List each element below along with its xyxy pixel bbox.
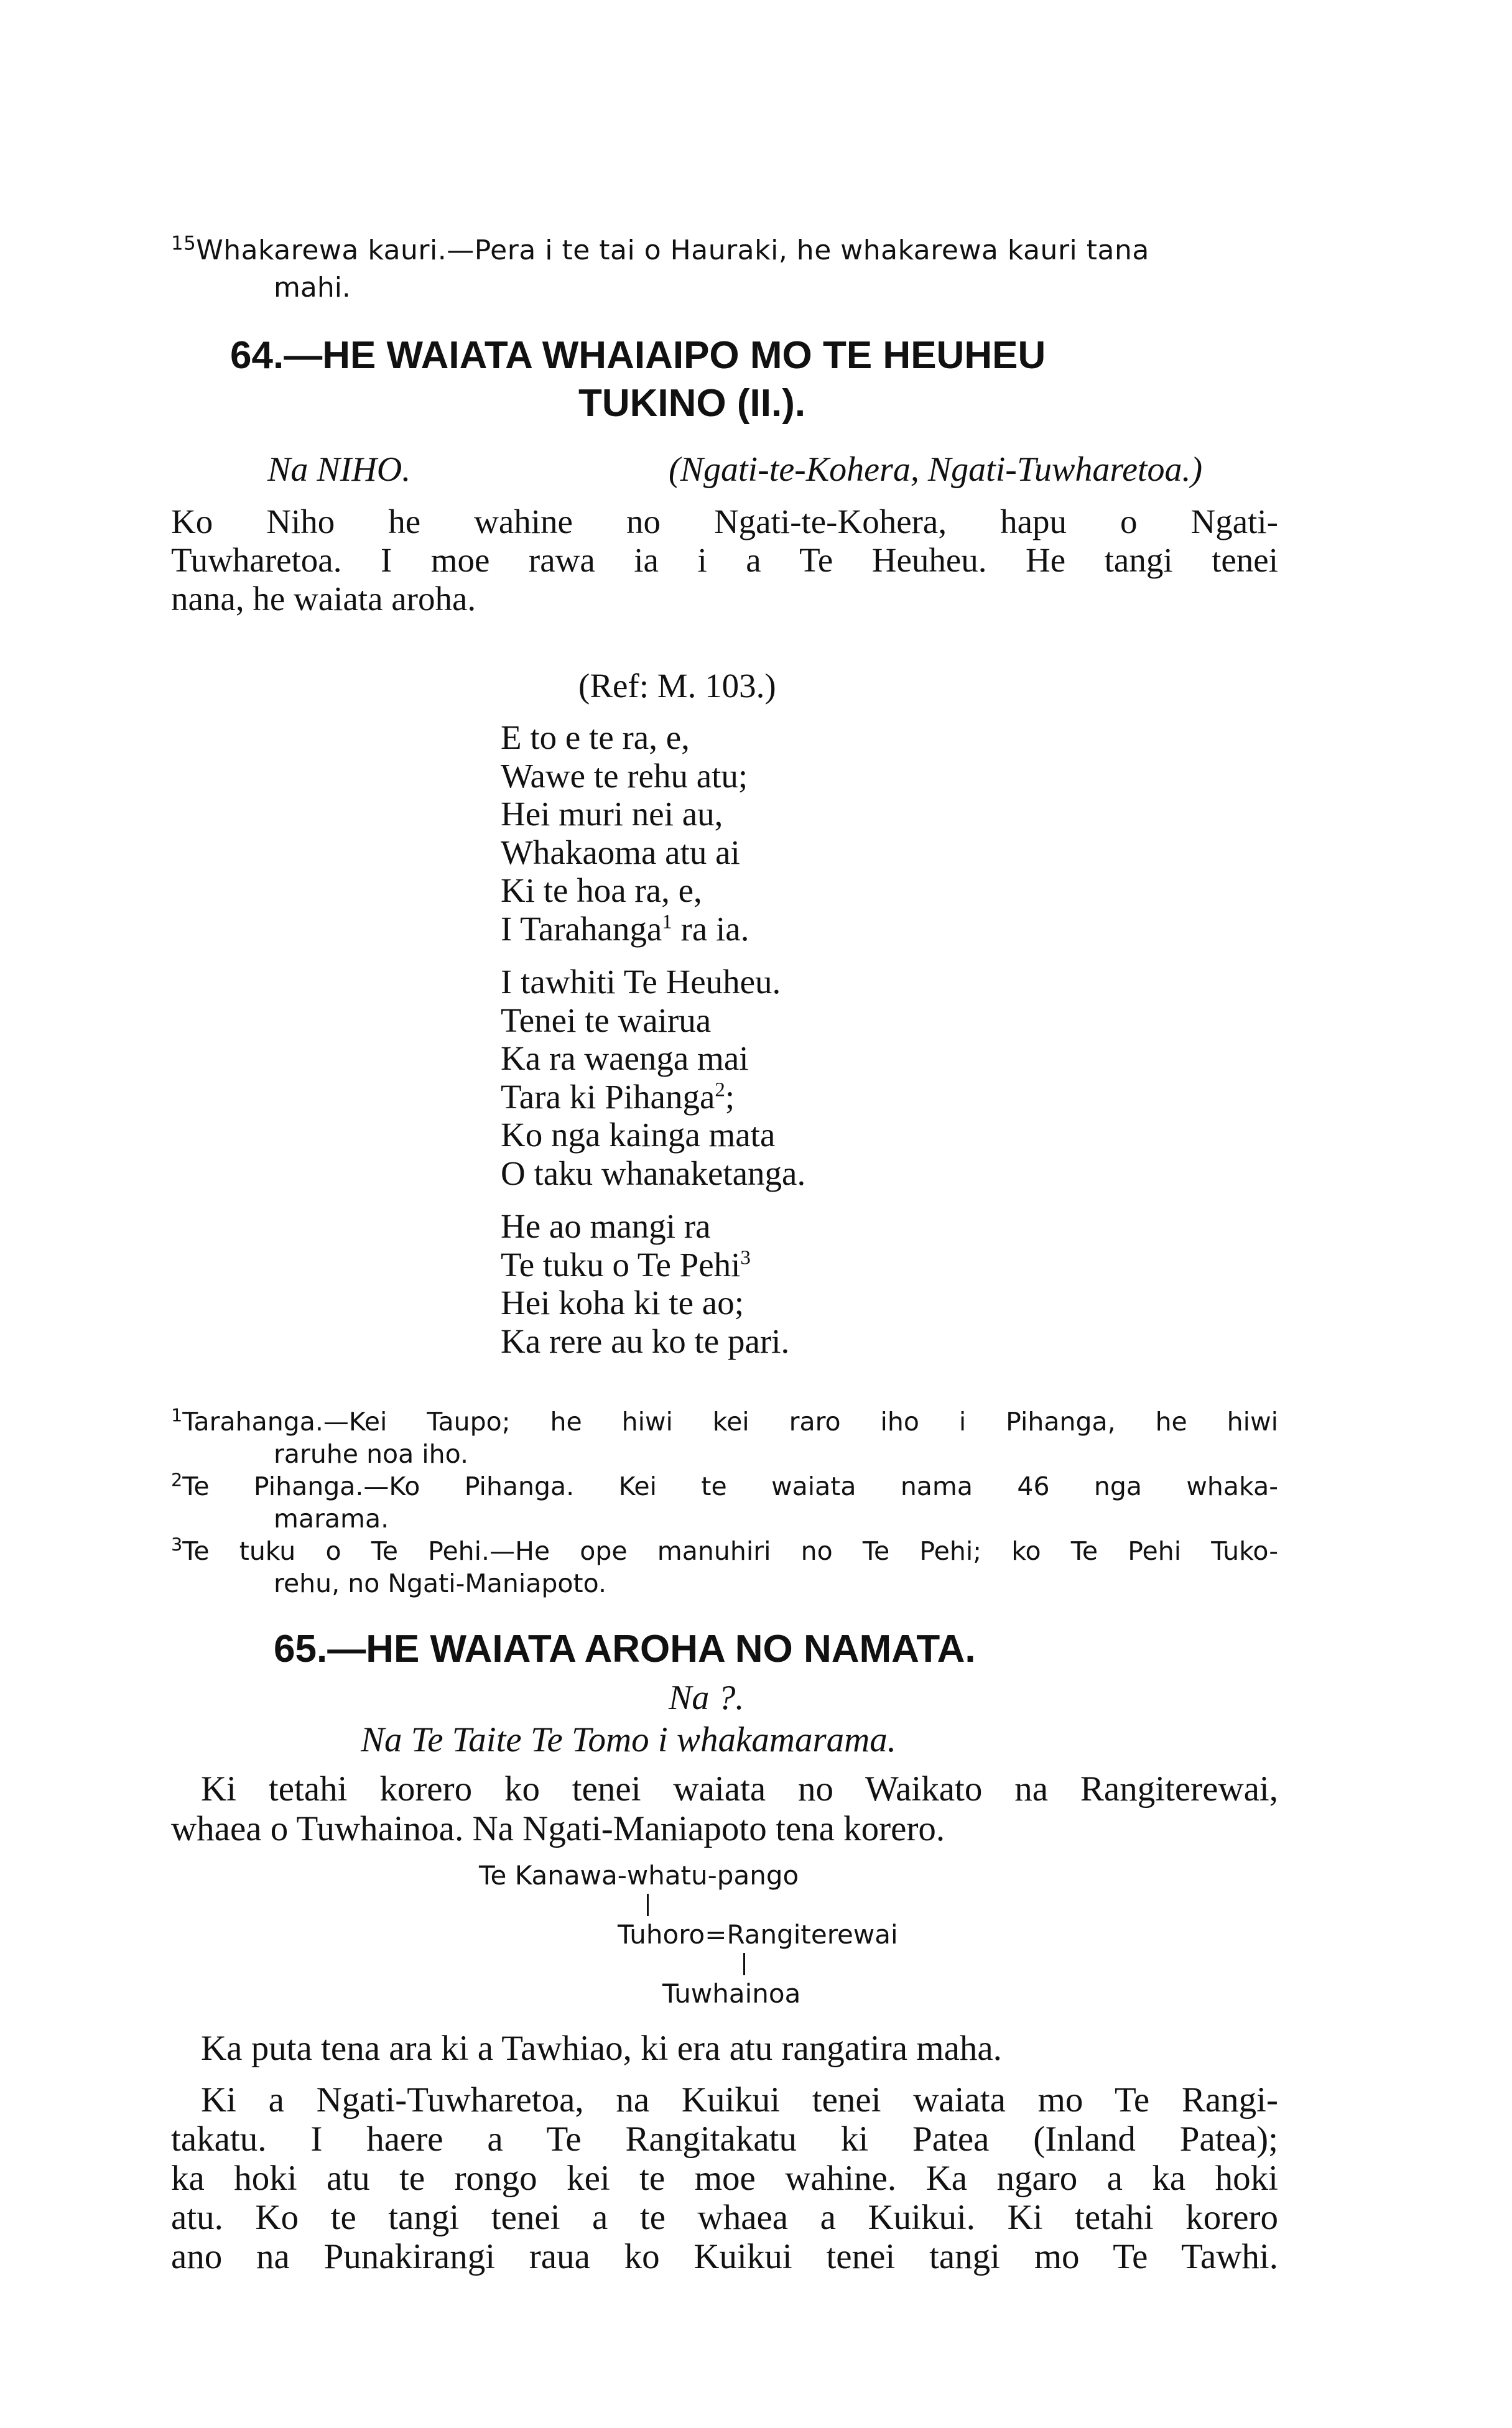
- footnote: [171, 1470, 1278, 1535]
- poem-line: I tawhiti Te Heuheu.: [501, 963, 781, 1001]
- poem-line: [501, 910, 805, 948]
- footnote-line: [171, 1470, 1278, 1503]
- song64-intro: [171, 503, 1278, 618]
- poem-64: [501, 718, 805, 1360]
- poem-line-text: I Tarahanga: [501, 909, 662, 948]
- poem-line: He ao mangi ra: [501, 1207, 711, 1245]
- genealogy-top: Te Kanawa-whatu-pango: [479, 1860, 799, 1891]
- song64-author: Na NIHO.: [267, 450, 411, 489]
- song64-title-line1: 64.—HE WAIATA WHAIAIPO MO TE HEUHEU: [230, 334, 1046, 377]
- genealogy-bottom: Tuwhainoa: [662, 1978, 801, 2009]
- footnote-number: 1: [171, 1404, 183, 1426]
- poem-line: Ko nga kainga mata: [501, 1116, 776, 1154]
- poem-line: Hei muri nei au,: [501, 795, 723, 833]
- song65-para3-line: takatu. I haere a Te Rangitakatu ki Patea (Inland Patea);: [171, 2120, 1278, 2159]
- footnote: [171, 1535, 1278, 1600]
- poem-line: Ki te hoa ra, e,: [501, 871, 702, 909]
- footnote-line: marama.: [274, 1504, 389, 1534]
- footnote-line: [171, 1406, 1278, 1438]
- song64-intro-line: nana, he waiata aroha.: [171, 580, 476, 618]
- song64-intro-line: Ko Niho he wahine no Ngati-te-Kohera, hapu o Ngati-: [171, 503, 1278, 540]
- song65-para2: Ka puta tena ara ki a Tawhiao, ki era atu rangatira maha.: [201, 2029, 1002, 2068]
- song64-reference: (Ref: M. 103.): [578, 667, 776, 705]
- song64-intro-line: Tuwharetoa. I moe rawa ia i a Te Heuheu. He tangi tenei: [171, 541, 1278, 579]
- poem-line: Ka ra waenga mai: [501, 1039, 749, 1077]
- song64-title-line2: TUKINO (II.).: [578, 382, 806, 425]
- song64-tribes: (Ngati-te-Kohera, Ngati-Tuwharetoa.): [669, 450, 1203, 489]
- poem-line: E to e te ra, e,: [501, 718, 690, 756]
- song65-para3: [171, 2080, 1278, 2276]
- poem-line-text: ;: [725, 1077, 735, 1116]
- song65-editor: Na Te Taite Te Tomo i whakamarama.: [361, 1720, 897, 1759]
- footnote-marker: 1: [662, 910, 672, 934]
- footnote-line: raruhe noa iho.: [274, 1439, 469, 1469]
- song65-para3-line: ano na Punakirangi raua ko Kuikui tenei tangi mo Te Tawhi.: [171, 2237, 1278, 2276]
- poem-line-text: ra ia.: [672, 909, 749, 948]
- poem-line: [501, 1246, 805, 1284]
- footnote-line: rehu, no Ngati-Maniapoto.: [274, 1568, 606, 1598]
- genealogy-line-2: [743, 1953, 745, 1975]
- footnote-text: Te Pihanga.—Ko Pihanga. Kei te waiata nama 46 nga whaka-: [182, 1471, 1278, 1501]
- footnote-line: [171, 1535, 1278, 1567]
- poem-line-text: Te tuku o Te Pehi: [501, 1245, 741, 1284]
- poem-line: Ka rere au ko te pari.: [501, 1322, 790, 1360]
- footnote-number: 2: [171, 1469, 183, 1491]
- footnote-text: Tarahanga.—Kei Taupo; he hiwi kei raro iho i Pihanga, he hiwi: [182, 1407, 1278, 1437]
- song65-intro-line: Ki tetahi korero ko tenei waiata no Waikato na Rangiterewai,: [201, 1769, 1278, 1809]
- genealogy-line-1: [647, 1894, 649, 1916]
- poem-stanza-1: [501, 718, 805, 948]
- song65-intro-line: whaea o Tuwhainoa. Na Ngati-Maniapoto tena korero.: [171, 1809, 945, 1848]
- song65-intro: [171, 1769, 1278, 1849]
- poem-line: Tenei te wairua: [501, 1001, 712, 1039]
- poem-line: O taku whanaketanga.: [501, 1154, 806, 1192]
- footnote: [171, 1406, 1278, 1470]
- footnotes-64: [171, 1406, 1278, 1600]
- poem-line: Wawe te rehu atu;: [501, 756, 748, 795]
- top-footnote: [171, 233, 1149, 268]
- song65-title: 65.—HE WAIATA AROHA NO NAMATA.: [274, 1628, 976, 1670]
- top-footnote-line1: Whakarewa kauri.—Pera i te tai o Hauraki, he whakarewa kauri tana: [196, 234, 1149, 266]
- song65-para3-line: atu. Ko te tangi tenei a te whaea a Kuikui. Ki tetahi korero: [171, 2198, 1278, 2237]
- footnote-number: 3: [171, 1534, 183, 1555]
- footnote-text: Te tuku o Te Pehi.—He ope manuhiri no Te Pehi; ko Te Pehi Tuko-: [182, 1536, 1278, 1566]
- poem-line: Hei koha ki te ao;: [501, 1284, 744, 1322]
- song65-para3-line: ka hoki atu te rongo kei te moe wahine. Ka ngaro a ka hoki: [171, 2159, 1278, 2198]
- top-footnote-number: 15: [171, 232, 197, 255]
- poem-stanza-2: [501, 963, 805, 1192]
- poem-line: Whakaoma atu ai: [501, 833, 740, 871]
- poem-line-text: Tara ki Pihanga: [501, 1077, 715, 1116]
- poem-stanza-3: [501, 1207, 805, 1360]
- genealogy-middle: Tuhoro=Rangiterewai: [618, 1919, 898, 1950]
- poem-line: [501, 1078, 805, 1116]
- song65-author: Na ?.: [669, 1679, 744, 1717]
- top-footnote-line2: mahi.: [274, 272, 351, 304]
- footnote-marker: 3: [740, 1246, 751, 1269]
- song65-para3-line: Ki a Ngati-Tuwharetoa, na Kuikui tenei waiata mo Te Rangi-: [201, 2080, 1278, 2120]
- footnote-marker: 2: [715, 1078, 725, 1101]
